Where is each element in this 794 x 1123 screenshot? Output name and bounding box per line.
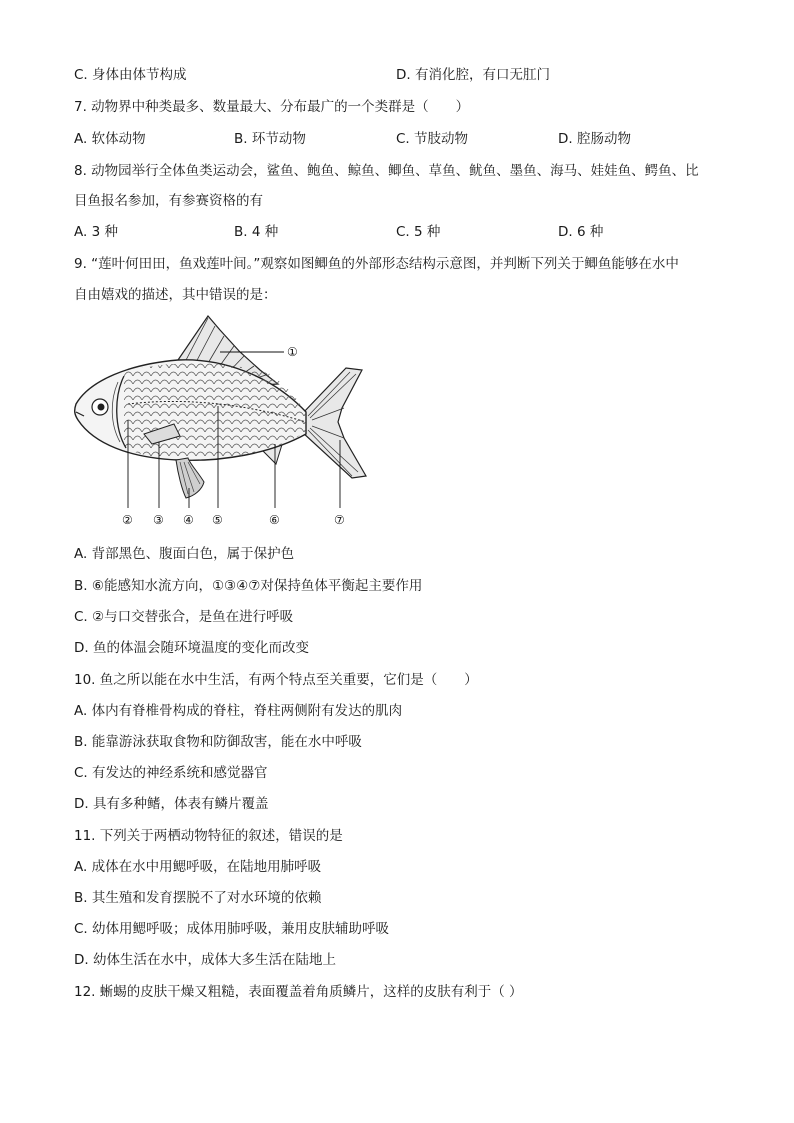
q12-stem: 12. 蜥蜴的皮肤干燥又粗糙，表面覆盖着角质鳞片，这样的皮肤有利于（ ） <box>74 984 523 1000</box>
q10-option-c: C. 有发达的神经系统和感觉器官 <box>74 765 268 781</box>
q11-option-d: D. 幼体生活在水中，成体大多生活在陆地上 <box>74 952 336 968</box>
crucian-carp-diagram <box>70 312 370 530</box>
q6-option-d: D. 有消化腔，有口无肛门 <box>396 67 550 83</box>
label-1: ① <box>287 345 298 359</box>
q6-option-c: C. 身体由体节构成 <box>74 67 187 83</box>
label-4: ④ <box>183 513 194 527</box>
q7-option-d: D. 腔肠动物 <box>558 131 631 147</box>
label-5: ⑤ <box>212 513 223 527</box>
q8-option-c: C. 5 种 <box>396 224 441 240</box>
q10-stem: 10. 鱼之所以能在水中生活，有两个特点至关重要，它们是（ ） <box>74 672 478 688</box>
q10-option-d: D. 具有多种鳍，体表有鳞片覆盖 <box>74 796 269 812</box>
q11-option-c: C. 幼体用鳃呼吸；成体用肺呼吸，兼用皮肤辅助呼吸 <box>74 921 390 937</box>
q8-stem-line2: 目鱼报名参加，有参赛资格的有 <box>74 193 263 209</box>
q11-option-b: B. 其生殖和发育摆脱不了对水环境的依赖 <box>74 890 322 906</box>
q8-option-a: A. 3 种 <box>74 224 118 240</box>
q8-option-b: B. 4 种 <box>234 224 279 240</box>
q9-option-b: B. ⑥能感知水流方向，①③④⑦对保持鱼体平衡起主要作用 <box>74 578 423 594</box>
q10-option-a: A. 体内有脊椎骨构成的脊柱，脊柱两侧附有发达的肌肉 <box>74 703 403 719</box>
label-2: ② <box>122 513 133 527</box>
q9-stem-line2: 自由嬉戏的描述，其中错误的是： <box>74 287 277 303</box>
q8-option-d: D. 6 种 <box>558 224 604 240</box>
q8-stem-line1: 8. 动物园举行全体鱼类运动会，鲨鱼、鲍鱼、鲸鱼、鲫鱼、草鱼、鱿鱼、墨鱼、海马、娃娃鱼、鳄鱼、比 <box>74 163 699 179</box>
q9-stem-line1: 9. “莲叶何田田，鱼戏莲叶间。”观察如图鲫鱼的外部形态结构示意图，并判断下列关于鲫鱼能够在水中 <box>74 256 679 272</box>
q7-option-c: C. 节肢动物 <box>396 131 469 147</box>
q11-stem: 11. 下列关于两栖动物特征的叙述，错误的是 <box>74 828 343 844</box>
label-7: ⑦ <box>334 513 345 527</box>
label-3: ③ <box>153 513 164 527</box>
q11-option-a: A. 成体在水中用鳃呼吸，在陆地用肺呼吸 <box>74 859 322 875</box>
q7-option-a: A. 软体动物 <box>74 131 146 147</box>
q9-option-c: C. ②与口交替张合，是鱼在进行呼吸 <box>74 609 294 625</box>
q7-stem: 7. 动物界中种类最多、数量最大、分布最广的一个类群是（ ） <box>74 99 470 115</box>
label-6: ⑥ <box>269 513 280 527</box>
q9-option-d: D. 鱼的体温会随环境温度的变化而改变 <box>74 640 309 656</box>
q10-option-b: B. 能靠游泳获取食物和防御敌害，能在水中呼吸 <box>74 734 362 750</box>
q7-option-b: B. 环节动物 <box>234 131 306 147</box>
caudal-fin <box>302 368 366 478</box>
q9-option-a: A. 背部黑色、腹面白色，属于保护色 <box>74 546 295 562</box>
